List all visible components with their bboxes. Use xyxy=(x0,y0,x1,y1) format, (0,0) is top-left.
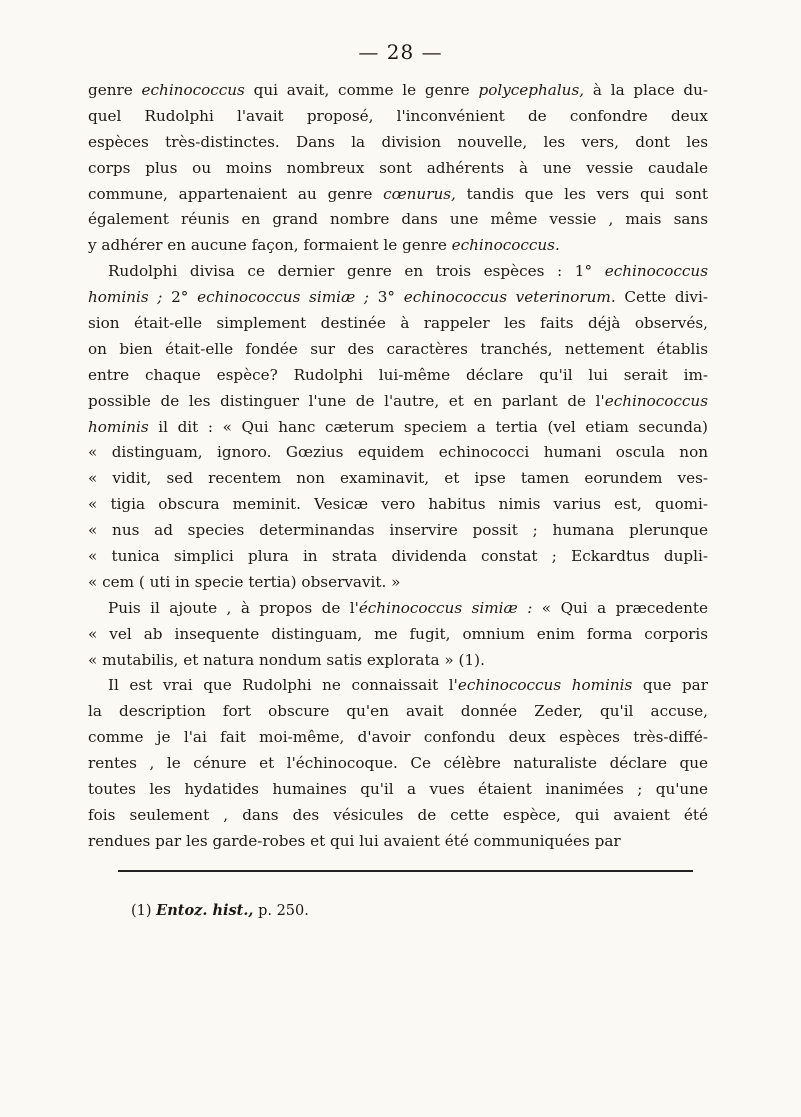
text-segment: tandis que les vers qui sont xyxy=(455,184,708,203)
text-segment: « tigia obscura meminit. Vesicæ vero habitus nimis varius est, quomi- xyxy=(88,495,708,514)
italic-term: echinococcus xyxy=(141,81,245,99)
text-line xyxy=(88,78,708,104)
text-segment: Cette divi- xyxy=(615,288,709,307)
text-segment: la description fort obscure qu'en avait donnée Zeder, qu'il accuse, xyxy=(88,702,708,721)
text-line xyxy=(88,777,708,803)
text-line xyxy=(88,156,708,182)
text-line xyxy=(88,570,708,596)
footnote-page: p. 250. xyxy=(258,903,309,919)
italic-term: echinococcus simiæ ; xyxy=(197,288,370,307)
italic-term: echinococcus veterinorum. xyxy=(403,288,616,307)
text-segment: qui avait, comme le genre xyxy=(244,81,479,99)
italic-term: echinococcus xyxy=(604,262,708,281)
text-line xyxy=(88,337,708,363)
text-line xyxy=(88,440,708,466)
text-segment: « distinguam, ignoro. Gœzius equidem echinococci humani oscula non xyxy=(88,443,708,462)
text-segment: genre xyxy=(88,81,142,99)
italic-term: hominis ; xyxy=(88,288,163,307)
text-segment: « vidit, sed recentem non examinavit, et ipse tamen eorundem ves- xyxy=(88,469,708,488)
text-segment: « vel ab insequente distinguam, me fugit, omnium enim forma corporis xyxy=(88,624,708,643)
text-segment: entre chaque espèce? Rudolphi lui-même déclare qu'il lui serait im- xyxy=(88,365,708,384)
footnote-source: Entoz. hist., xyxy=(156,902,254,919)
text-segment: « nus ad species determinandas inservire possit ; humana plerunque xyxy=(88,521,708,540)
text-segment: quel Rudolphi l'avait proposé, l'inconvénient de confondre deux xyxy=(88,106,708,125)
italic-term: cœnurus, xyxy=(383,184,456,203)
text-line xyxy=(88,648,708,674)
text-segment: fois seulement , dans des vésicules de cette espèce, qui avaient été xyxy=(88,805,708,824)
text-line xyxy=(88,415,708,441)
text-line xyxy=(88,544,708,570)
text-segment: espèces très-distinctes. Dans la division nouvelle, les vers, dont les xyxy=(88,132,708,151)
text-segment: Puis il ajoute , à propos de l' xyxy=(108,598,359,617)
text-segment: « tunica simplici plura in strata dividenda constat ; Eckardtus dupli- xyxy=(88,547,708,566)
text-segment: rendues par les garde-robes et qui lui avaient été communiquées par xyxy=(88,831,621,850)
text-line xyxy=(88,699,708,725)
text-line xyxy=(88,673,708,699)
text-segment: 3° xyxy=(369,288,404,307)
text-segment: y adhérer en aucune façon, formaient le genre xyxy=(88,236,452,255)
text-line xyxy=(88,518,708,544)
text-line xyxy=(88,130,708,156)
text-line xyxy=(88,104,708,130)
text-segment: Rudolphi divisa ce dernier genre en trois espèces : 1° xyxy=(108,262,605,281)
text-segment: également réunis en grand nombre dans une même vessie , mais sans xyxy=(88,210,708,229)
text-line xyxy=(88,492,708,518)
footnote-rule xyxy=(118,870,693,872)
text-segment: toutes les hydatides humaines qu'il a vues étaient inanimées ; qu'une xyxy=(88,780,708,799)
text-line xyxy=(88,207,708,233)
text-line xyxy=(88,259,708,285)
italic-term: echinococcus xyxy=(604,391,708,410)
body-text xyxy=(88,78,708,855)
italic-term: echinococcus hominis xyxy=(457,676,633,695)
footnote xyxy=(131,902,309,919)
text-segment: corps plus ou moins nombreux sont adhérents à une vessie caudale xyxy=(88,158,708,177)
text-segment: on bien était-elle fondée sur des caractères tranchés, nettement établis xyxy=(88,339,708,358)
text-line xyxy=(88,311,708,337)
page-number: — 28 — xyxy=(358,40,443,64)
text-line xyxy=(88,622,708,648)
text-segment: comme je l'ai fait moi-même, d'avoir confondu deux espèces très-diffé- xyxy=(88,728,708,747)
text-line xyxy=(88,829,708,855)
text-segment: « cem ( uti in specie tertia) observavit. » xyxy=(88,572,401,591)
text-line xyxy=(88,725,708,751)
text-segment: 2° xyxy=(162,288,198,307)
text-line xyxy=(88,466,708,492)
italic-term: echinococcus. xyxy=(451,236,560,255)
text-line xyxy=(88,751,708,777)
italic-term: hominis xyxy=(88,417,149,436)
text-line xyxy=(88,363,708,389)
italic-term: polycephalus, xyxy=(478,81,585,99)
text-segment: rentes , le cénure et l'échinocoque. Ce célèbre naturaliste déclare que xyxy=(88,754,708,773)
text-segment: que par xyxy=(632,676,708,695)
footnote-marker: (1) xyxy=(131,903,152,919)
text-segment: à la place du- xyxy=(584,81,708,99)
text-segment: possible de les distinguer l'une de l'autre, et en parlant de l' xyxy=(88,391,605,410)
text-line xyxy=(88,233,708,259)
text-segment: commune, appartenaient au genre xyxy=(88,184,384,203)
text-line xyxy=(88,596,708,622)
italic-term: échinococcus simiæ : xyxy=(358,598,533,617)
text-segment: « mutabilis, et natura nondum satis explorata » (1). xyxy=(88,650,485,669)
text-segment: Il est vrai que Rudolphi ne connaissait l' xyxy=(108,676,458,695)
text-segment: « Qui a præcedente xyxy=(532,598,708,617)
text-segment: il dit : « Qui hanc cæterum speciem a tertia (vel etiam secunda) xyxy=(148,417,708,436)
text-line xyxy=(88,389,708,415)
text-line xyxy=(88,182,708,208)
text-line xyxy=(88,285,708,311)
text-segment: sion était-elle simplement destinée à rappeler les faits déjà observés, xyxy=(88,314,708,333)
text-line xyxy=(88,803,708,829)
